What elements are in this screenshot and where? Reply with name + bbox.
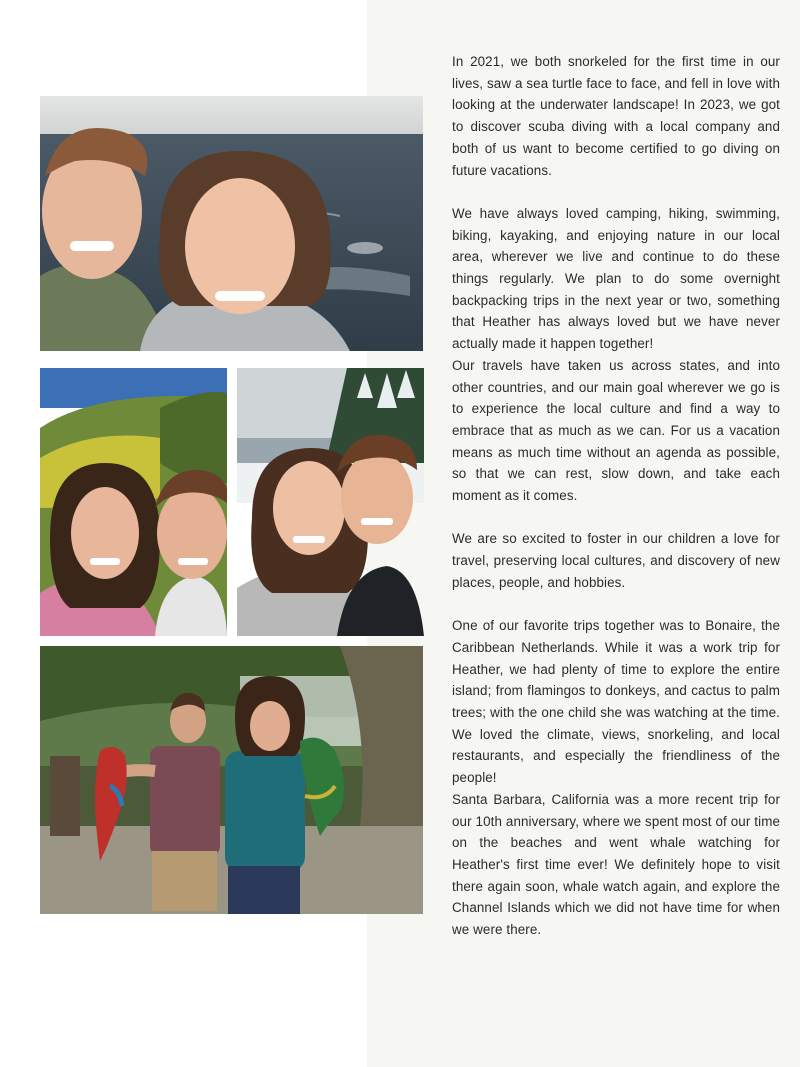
paragraph-snorkeling: In 2021, we both snorkeled for the first time in our lives, saw a sea turtle face to face, and fell in love with looking at the underwater landscape! In 2023, we got to discover scuba diving with a local company and both of us want to become certified to go diving on future vacations. xyxy=(452,54,780,178)
paragraph-bonaire: One of our favorite trips together was to Bonaire, the Caribbean Netherlands. While it was a work trip for Heather, we had plenty of time to explore the entire island; from flamingos to donkeys, and cactus to palm trees; with the one child she was watching at the time. We loved the climate, views, snorkeling, and local restaurants, and especially the friendliness of the people! xyxy=(452,618,780,786)
paragraph-outdoors: We have always loved camping, hiking, swimming, biking, kayaking, and enjoying nature in our local area, wherever we live and continue to do these things regularly. We plan to do some overnight backpacking trips in the next year or two, something that Heather has always loved but we have never actually made it happen together! xyxy=(452,205,780,352)
text-column xyxy=(452,51,780,941)
selfie-dolphins-photo xyxy=(40,96,423,351)
selfie-hillside-photo xyxy=(40,368,227,636)
paragraph-travels: Our travels have taken us across states, and into other countries, and our main goal wherever we go is to experience the local culture and find a way to embrace that as much as we can. For us a vacation means as much time without an agenda as possible, so that we can rest, slow down, and take each moment as it comes. xyxy=(452,357,780,504)
selfie-snowy-lake-photo xyxy=(237,368,424,636)
paragraph-children: We are so excited to foster in our children a love for travel, preserving local cultures, and discovery of new places, people, and hobbies. xyxy=(452,531,780,590)
parrots-couple-photo xyxy=(40,646,423,914)
paragraph-santa-barbara: Santa Barbara, California was a more recent trip for our 10th anniversary, where we spent most of our time on the beaches and went whale watching for Heather's first time ever! We definitely hope to visit there again soon, whale watch again, and explore the Channel Islands which we did not have time for when we were there. xyxy=(452,791,780,938)
